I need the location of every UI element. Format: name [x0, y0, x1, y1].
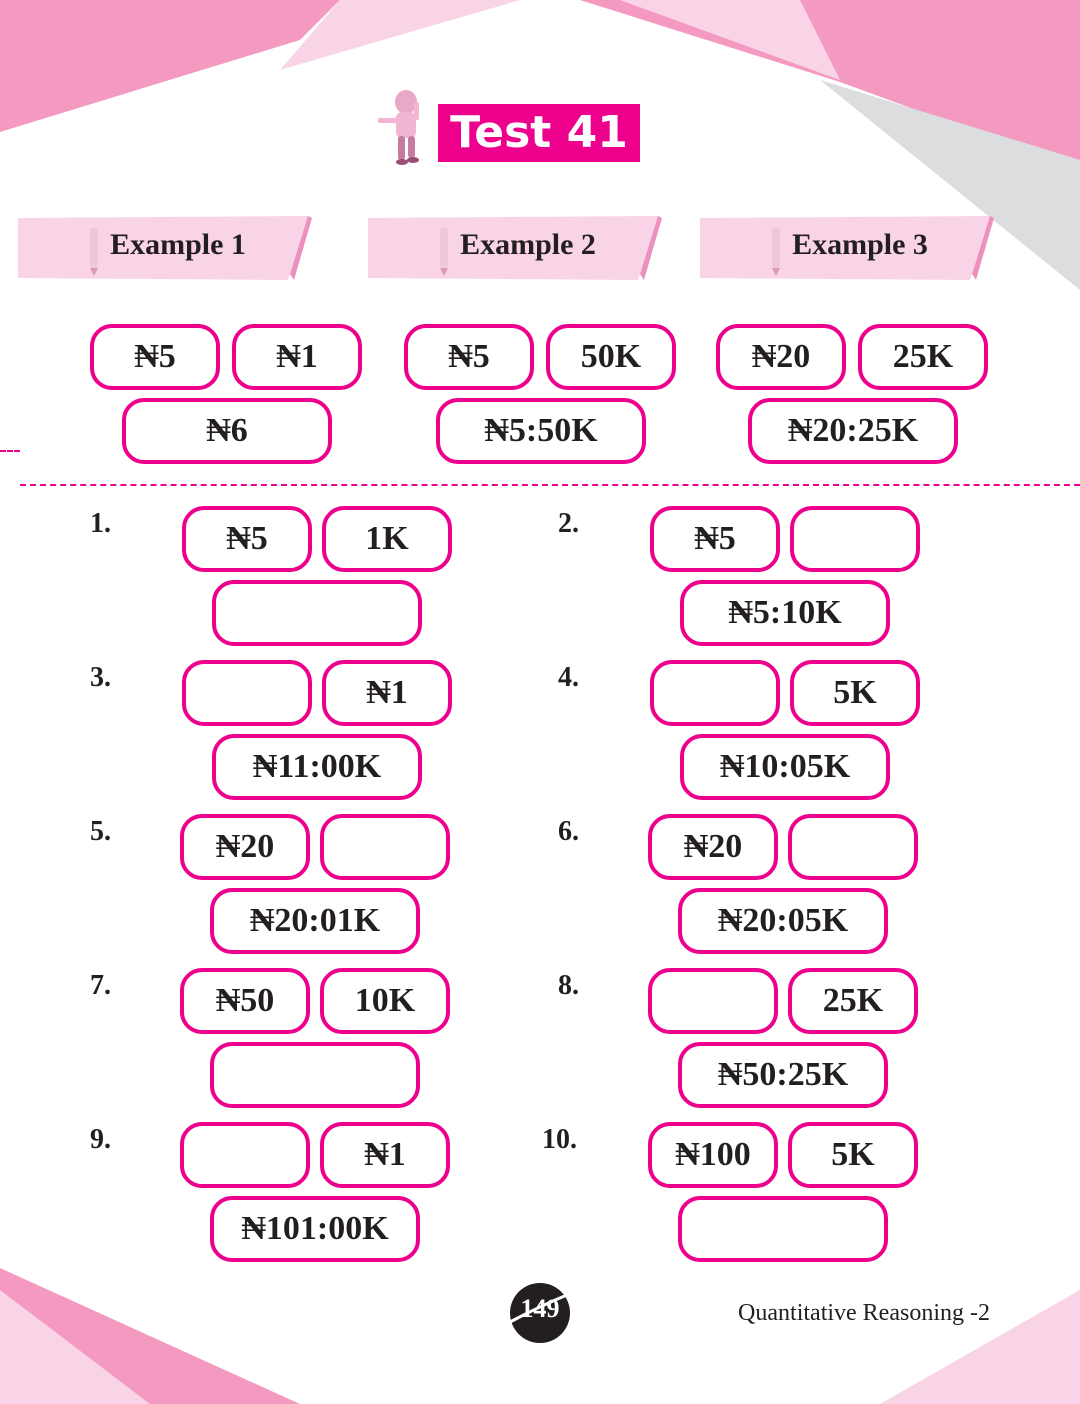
example-2-tag: [368, 214, 664, 284]
girl-mascot-icon: [372, 88, 430, 168]
question-10-number: 10.: [542, 1124, 577, 1155]
question-10-answer-box[interactable]: [678, 1196, 888, 1262]
question-4-amount-b: 5K: [790, 660, 920, 726]
question-6-number: 6.: [558, 816, 579, 847]
question-5-amount-a: ₦20: [180, 814, 310, 880]
example-3-label: Example 3: [792, 228, 928, 261]
question-4-result: ₦10:05K: [680, 734, 890, 800]
question-3-amount-b: ₦1: [322, 660, 452, 726]
question-6-result: ₦20:05K: [678, 888, 888, 954]
question-9-number: 9.: [90, 1124, 111, 1155]
question-8-result: ₦50:25K: [678, 1042, 888, 1108]
example-2-result: ₦5:50K: [436, 398, 646, 464]
question-8-amount-b: 25K: [788, 968, 918, 1034]
question-9-result: ₦101:00K: [210, 1196, 420, 1262]
question-8-answer-box[interactable]: [648, 968, 778, 1034]
question-1-number: 1.: [90, 508, 111, 539]
question-7-answer-box[interactable]: [210, 1042, 420, 1108]
example-3-result: ₦20:25K: [748, 398, 958, 464]
question-3-result: ₦11:00K: [212, 734, 422, 800]
question-2-number: 2.: [558, 508, 579, 539]
question-2-result: ₦5:10K: [680, 580, 890, 646]
question-6-amount-a: ₦20: [648, 814, 778, 880]
example-1-amount-b: ₦1: [232, 324, 362, 390]
example-2-label: Example 2: [460, 228, 596, 261]
example-3-tag: [700, 214, 996, 284]
question-7-amount-a: ₦50: [180, 968, 310, 1034]
question-9-answer-box[interactable]: [180, 1122, 310, 1188]
book-title: Quantitative Reasoning -2: [738, 1300, 990, 1326]
question-1-amount-b: 1K: [322, 506, 452, 572]
question-8-number: 8.: [558, 970, 579, 1001]
divider-line: [20, 484, 1080, 486]
example-1-result: ₦6: [122, 398, 332, 464]
question-7-number: 7.: [90, 970, 111, 1001]
example-1-tag: [18, 214, 314, 284]
question-7-amount-b: 10K: [320, 968, 450, 1034]
question-10-amount-a: ₦100: [648, 1122, 778, 1188]
example-1-amount-a: ₦5: [90, 324, 220, 390]
question-9-amount-b: ₦1: [320, 1122, 450, 1188]
question-5-number: 5.: [90, 816, 111, 847]
question-1-answer-box[interactable]: [212, 580, 422, 646]
question-2-answer-box[interactable]: [790, 506, 920, 572]
example-2-amount-b: 50K: [546, 324, 676, 390]
example-3-amount-a: ₦20: [716, 324, 846, 390]
question-3-number: 3.: [90, 662, 111, 693]
test-title-block: [372, 88, 652, 168]
question-4-answer-box[interactable]: [650, 660, 780, 726]
question-5-answer-box[interactable]: [320, 814, 450, 880]
question-1-amount-a: ₦5: [182, 506, 312, 572]
divider-stub: [0, 450, 20, 452]
question-6-answer-box[interactable]: [788, 814, 918, 880]
page-title: Test 41: [438, 104, 640, 162]
question-3-answer-box[interactable]: [182, 660, 312, 726]
page-number: 149: [520, 1294, 560, 1323]
question-5-result: ₦20:01K: [210, 888, 420, 954]
question-2-amount-a: ₦5: [650, 506, 780, 572]
example-3-amount-b: 25K: [858, 324, 988, 390]
question-4-number: 4.: [558, 662, 579, 693]
question-10-amount-b: 5K: [788, 1122, 918, 1188]
example-2-amount-a: ₦5: [404, 324, 534, 390]
example-1-label: Example 1: [110, 228, 246, 261]
